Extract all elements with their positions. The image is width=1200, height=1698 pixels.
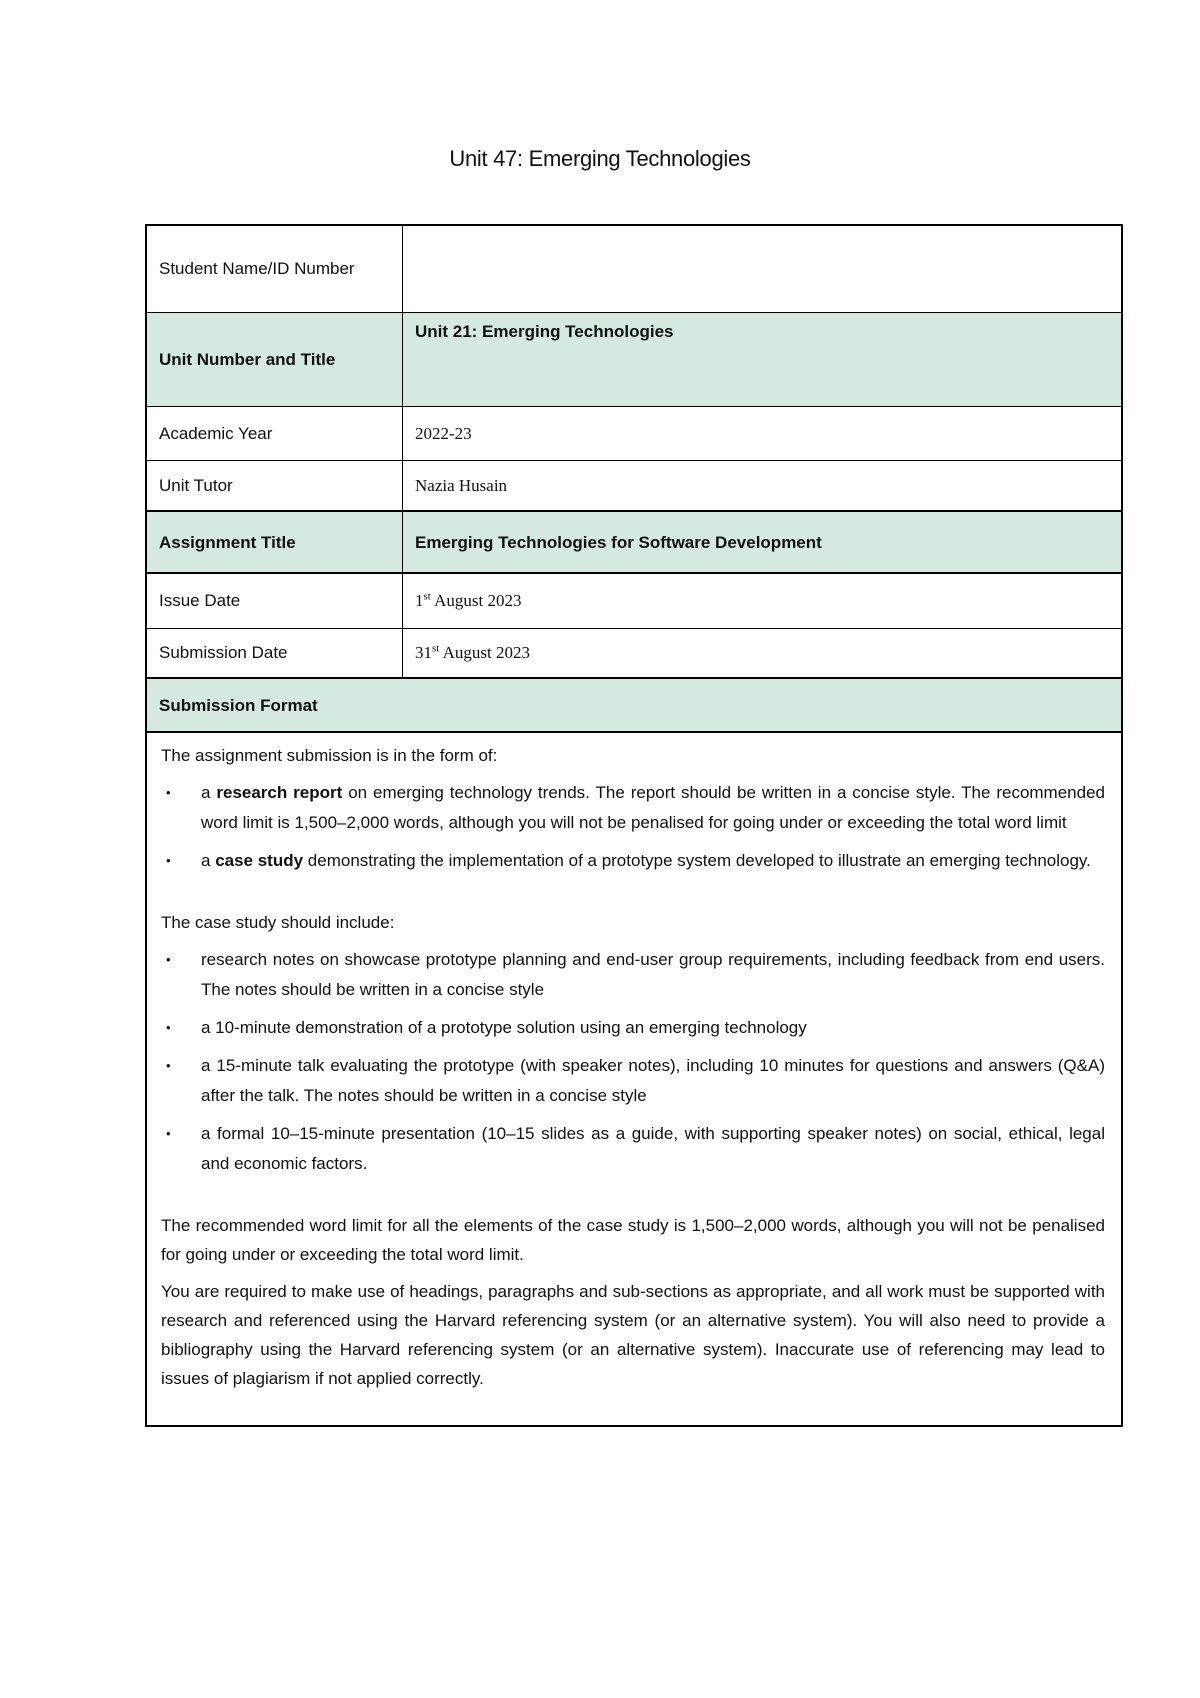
row-unit: [146, 312, 1122, 406]
item-pre: a: [201, 851, 216, 870]
row-issue-date: [146, 573, 1122, 628]
case-item-text: research notes on showcase prototype planning and end-user group requirements, including feedback from end users. The notes should be written in a concise style: [201, 950, 1105, 999]
page-title: Unit 47: Emerging Technologies: [449, 146, 751, 171]
case-item-text: a 15-minute talk evaluating the prototype (with speaker notes), including 10 minutes for questions and answers (Q&A) after the talk. The notes should be written in a concise style: [201, 1056, 1105, 1105]
bullet-icon: •: [166, 952, 171, 967]
bullet-icon: •: [166, 1058, 171, 1073]
submission-suffix: st: [432, 642, 440, 655]
case-item: [161, 1051, 1105, 1111]
submission-day: 31: [415, 643, 432, 663]
submission-value: [403, 628, 1123, 678]
row-format-body: [146, 732, 1122, 1426]
case-item: [161, 1119, 1105, 1179]
case-item-text: a 10-minute demonstration of a prototype solution using an emerging technology: [201, 1018, 807, 1037]
format-heading: Submission Format: [146, 678, 1122, 732]
case-item: [161, 1013, 1105, 1043]
item-bold: case study: [215, 851, 304, 870]
case-item-text: a formal 10–15-minute presentation (10–15 slides as a guide, with supporting speaker notes) on social, ethical, legal and economic factors.: [201, 1124, 1105, 1173]
submission-label: Submission Date: [146, 628, 403, 678]
format-body: [146, 732, 1122, 1426]
case-intro: The case study should include:: [161, 913, 395, 932]
unit-label: Unit Number and Title: [146, 312, 403, 406]
bullet-icon: •: [166, 1020, 171, 1035]
assignment-brief-table: [145, 224, 1123, 1427]
year-label: Academic Year: [146, 406, 403, 460]
format-list: [161, 778, 1105, 876]
bullet-icon: •: [166, 853, 171, 868]
issue-day: 1: [415, 591, 424, 611]
case-list: [161, 945, 1105, 1179]
requirements-text: You are required to make use of headings, paragraphs and sub-sections as appropriate, and all work must be supported with research and referenced using the Harvard referencing system (or an alternative system). You will also need to provide a bibliography using the Harvard referencing system (or an alternative system). Inaccurate use of referencing may lead to issues of plagiarism if not applied correctly.: [161, 1282, 1105, 1388]
word-limit-text: The recommended word limit for all the elements of the case study is 1,500–2,000 words, although you will not be penalised for going under or exceeding the total word limit.: [161, 1216, 1105, 1264]
format-item-report: [161, 778, 1105, 838]
student-label: Student Name/ID Number: [146, 225, 403, 312]
issue-suffix: st: [423, 590, 431, 603]
submission-rest: August 2023: [439, 643, 531, 663]
row-submission-date: [146, 628, 1122, 678]
format-item-case-study: [161, 846, 1105, 876]
row-assignment: [146, 511, 1122, 573]
tutor-label: Unit Tutor: [146, 460, 403, 511]
row-year: [146, 406, 1122, 460]
item-post: demonstrating the implementation of a prototype system developed to illustrate an emerging technology.: [303, 851, 1091, 870]
year-value: 2022-23: [403, 406, 1123, 460]
issue-label: Issue Date: [146, 573, 403, 628]
assignment-value: Emerging Technologies for Software Development: [403, 511, 1123, 573]
unit-value: Unit 21: Emerging Technologies: [403, 312, 1123, 406]
issue-value: [403, 573, 1123, 628]
row-tutor: [146, 460, 1122, 511]
row-format-heading: [146, 678, 1122, 732]
case-item: [161, 945, 1105, 1005]
student-value: [403, 225, 1123, 312]
item-post: on emerging technology trends. The report should be written in a concise style. The recommended word limit is 1,500–2,000 words, although you will not be penalised for going under or exceeding the total word limit: [201, 783, 1105, 832]
item-pre: a: [201, 783, 217, 802]
issue-rest: August 2023: [430, 591, 522, 611]
item-bold: research report: [216, 783, 343, 802]
row-student: [146, 225, 1122, 312]
format-intro: The assignment submission is in the form of:: [161, 746, 498, 765]
bullet-icon: •: [166, 785, 171, 800]
bullet-icon: •: [166, 1126, 171, 1141]
assignment-label: Assignment Title: [146, 511, 403, 573]
tutor-value: Nazia Husain: [403, 460, 1123, 511]
